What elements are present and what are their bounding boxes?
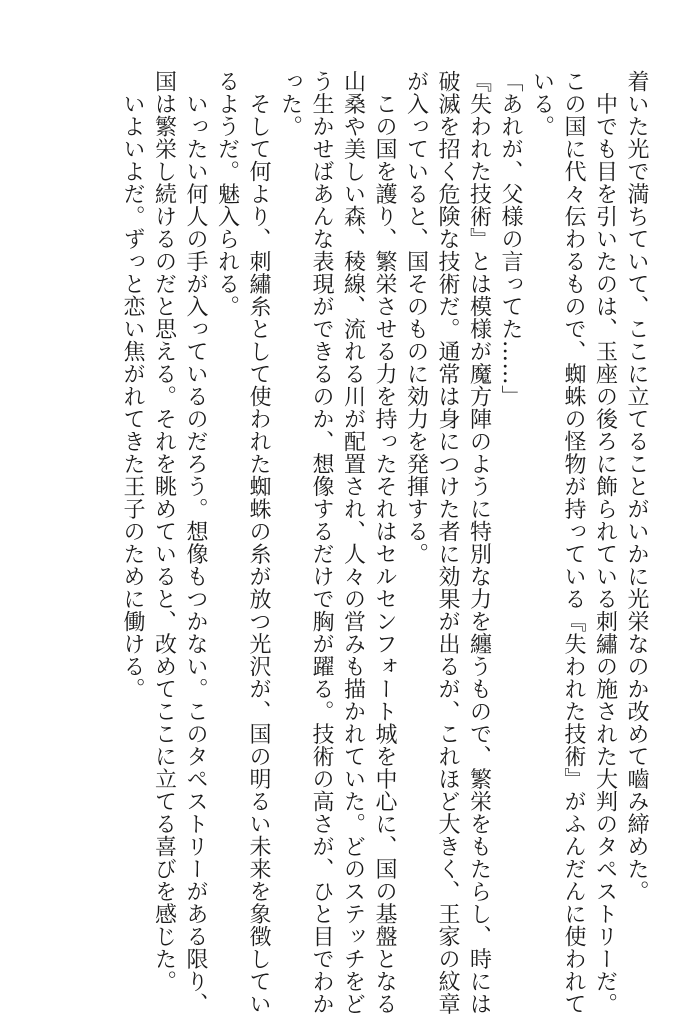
text-line-15: いったい何人の手が入っているのだろう。想像もつかない。このタペストリーがある限り、 <box>183 70 208 1015</box>
text-line-17: いよいよだ。ずっと恋い焦がれてきた王子のために働ける。 <box>120 70 145 700</box>
text-line-7: 破滅を招く危険な技術だ。通常は身につけた者に効果が出るが、これほど大きく、王家の紋章 <box>435 70 460 1015</box>
text-line-11: う生かせばあんな表現ができるのか、想像するだけで胸が躍る。技術の高さが、ひと目でわか <box>309 70 334 1015</box>
text-line-9: この国を護り、繁栄させる力を持ったそれはセルセンフォート城を中心に、国の基盤となる <box>372 70 397 1015</box>
text-line-13: そして何より、刺繡糸として使われた蜘蛛の糸が放つ光沢が、国の明るい未来を象徴してい <box>246 70 271 1015</box>
text-line-10: 山桑や美しい森、稜線、流れる川が配置され、人々の営みも描かれていた。どのステッチをど <box>340 70 366 1015</box>
text-line-1: 着いた光で満ちていて、ここに立てることがいかに光栄なのか改めて嚙み締めた。 <box>624 70 649 903</box>
text-line-16: 国は繁栄し続けるのだと思える。それを眺めていると、改めてここに立てる喜びを感じた。 <box>151 70 177 993</box>
text-line-8: が入っていると、国そのものに効力を発揮する。 <box>403 70 429 565</box>
text-line-3: この国に代々伝わるもので、蜘蛛の怪物が持っている『失われた技術』がふんだんに使われて <box>561 70 586 1015</box>
text-line-6: 『失われた技術』とは模様が魔方陣のように特別な力を纏うもので、繁栄をもたらし、時には <box>466 70 492 1015</box>
text-line-14: るようだ。魅入られる。 <box>214 70 240 318</box>
vertical-text-block <box>32 70 652 1015</box>
text-line-4: いる。 <box>529 70 555 138</box>
text-line-12: った。 <box>277 70 303 138</box>
text-line-2: 中でも目を引いたのは、玉座の後ろに飾られている刺繡の施された大判のタペストリーだ。 <box>592 70 618 1015</box>
text-line-5: 「あれが、父様の言ってた……」 <box>498 70 523 408</box>
